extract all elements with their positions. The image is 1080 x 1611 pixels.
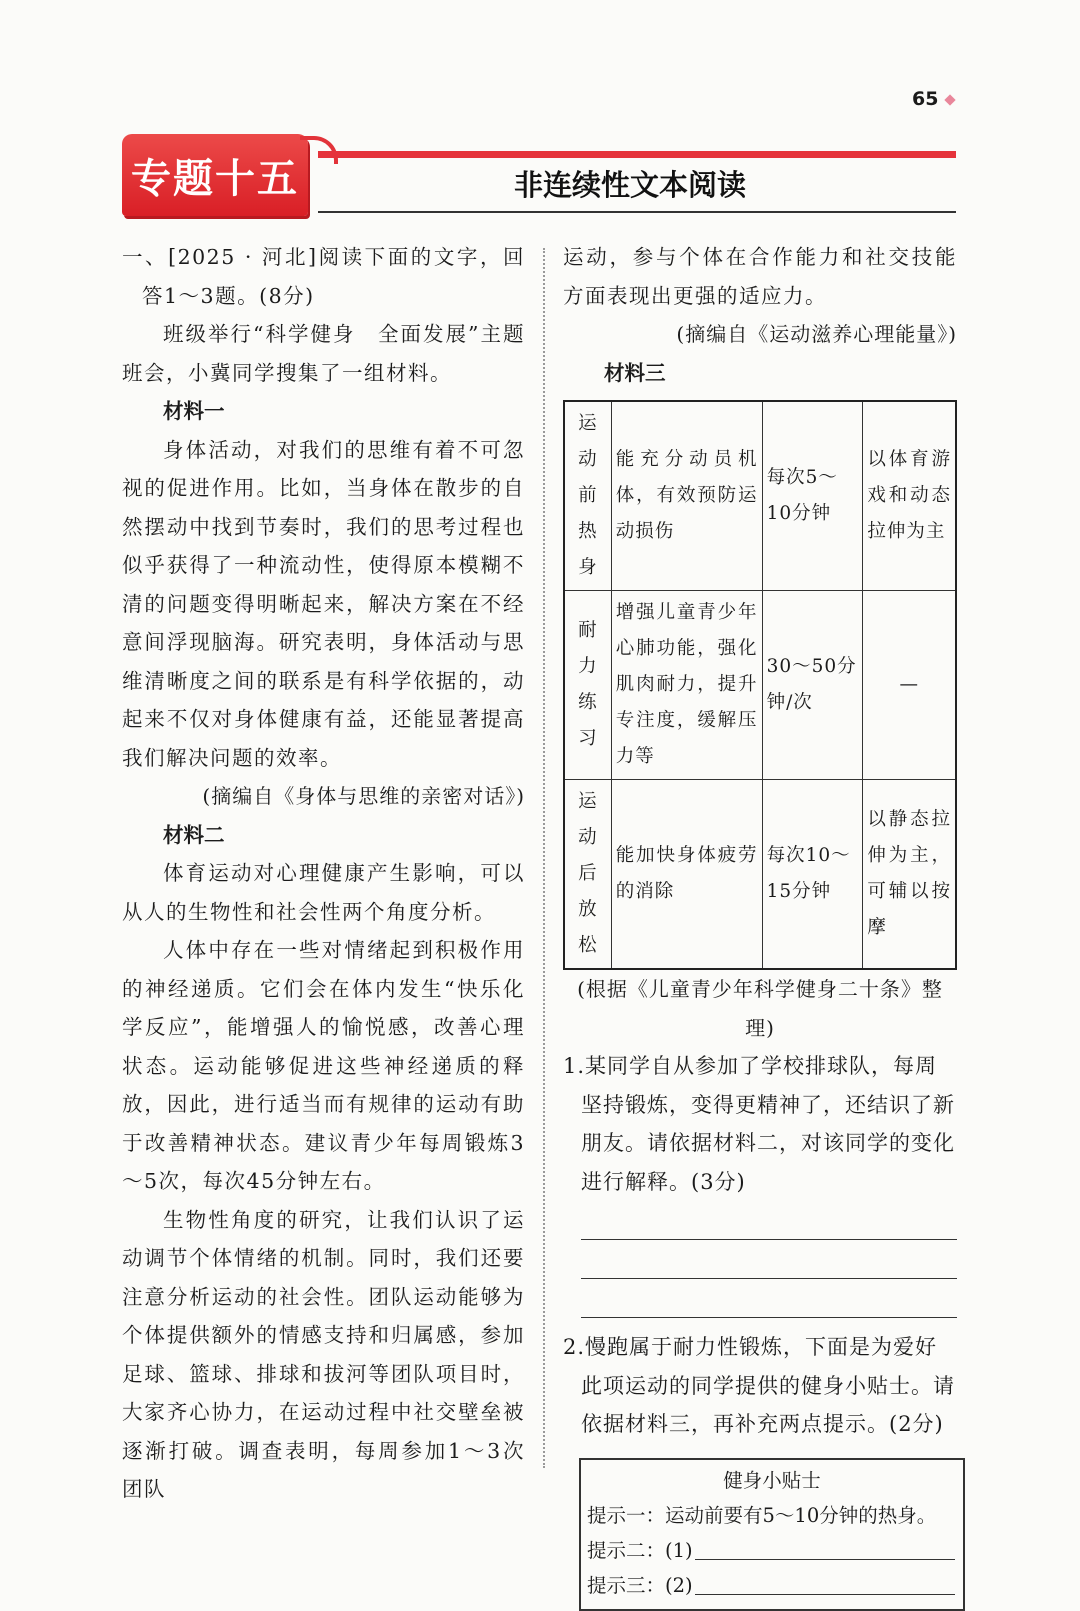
diamond-icon [944, 94, 955, 105]
table-row [564, 780, 956, 970]
tips-box [579, 1458, 965, 1611]
table-cell: 每次10～15分钟 [762, 780, 863, 970]
table-cell: 运动前热身 [564, 401, 611, 591]
table-row [564, 591, 956, 780]
question-two: 2.慢跑属于耐力性锻炼，下面是为爱好此项运动的同学提供的健身小贴士。请依据材料三，再补充两点提示。(2分) [563, 1335, 955, 1436]
tip-one [587, 1498, 957, 1533]
tips-title: 健身小贴士 [723, 1468, 821, 1492]
material-two-paragraph-3: 生物性角度的研究，让我们认识了运动调节个体情绪的机制。同时，我们还要注意分析运动的社会性。团队运动能够为个体提供额外的情感支持和归属感，参加足球、篮球、排球和拔河等团队项目时，大家齐心协力，在运动过程中社交壁垒被逐渐打破。调查表明，每周参加1～3次团队 [122, 1207, 525, 1501]
topic-label: 专题十五 [131, 156, 299, 202]
question-one: 1.某同学自从参加了学校排球队，每周坚持锻炼，变得更精神了，还结识了新朋友。请依据材料二，对该同学的变化进行解释。(3分) [563, 1054, 955, 1194]
left-column [122, 238, 525, 1509]
material-two-continued: 运动，参与个体在合作能力和社交技能方面表现出更强的适应力。 [563, 245, 957, 308]
page-number: 65 [912, 88, 939, 110]
table-cell: — [863, 591, 956, 780]
table-cell: 能充分动员机体，有效预防运动损伤 [611, 401, 762, 591]
table-cell: 运动后放松 [564, 780, 611, 970]
table-cell: 耐力练习 [564, 591, 611, 780]
table-cell: 以静态拉伸为主，可辅以按摩 [863, 780, 956, 970]
section-title: 非连续性文本阅读 [513, 168, 746, 202]
material-two-paragraph-2: 人体中存在一些对情绪起到积极作用的神经递质。它们会在体内发生“快乐化学反应”，能增强人的愉悦感，改善心理状态。运动能够促进这些神经递质的释放，因此，进行适当而有规律的运动有助于改善精神状态。建议青少年每周锻炼3～5次，每次45分钟左右。 [122, 938, 525, 1193]
header-black-rule [318, 211, 956, 213]
table-cell: 增强儿童青少年心肺功能，强化肌肉耐力，提升专注度，缓解压力等 [611, 591, 762, 780]
tip-three-label: 提示三：(2) [587, 1573, 693, 1597]
material-three-title: 材料三 [604, 360, 666, 385]
material-three-source: (根据《儿童青少年科学健身二十条》整理) [577, 977, 943, 1040]
material-one-source: (摘编自《身体与思维的亲密对话》) [202, 784, 525, 808]
tip-two-label: 提示二：(1) [587, 1538, 693, 1562]
intro-paragraph: 班级举行“科学健身 全面发展”主题班会，小冀同学搜集了一组材料。 [122, 322, 525, 385]
table-cell: 30～50分钟/次 [762, 591, 863, 780]
table-cell: 能加快身体疲劳的消除 [611, 780, 762, 970]
tip-three-blank[interactable] [695, 1568, 955, 1595]
answer-line[interactable] [581, 1240, 957, 1279]
material-one-text: 身体活动，对我们的思维有着不可忽视的促进作用。比如，当身体在散步的自然摆动中找到节奏时，我们的思考过程也似乎获得了一种流动性，使得原本模糊不清的问题变得明晰起来，解决方案在不经意间浮现脑海。研究表明，身体活动与思维清晰度之间的联系是有科学依据的，动起来不仅对身体健康有益，还能显著提高我们解决问题的效率。 [122, 437, 525, 770]
table-row [564, 401, 956, 591]
material-two-source: (摘编自《运动滋养心理能量》) [676, 322, 957, 346]
column-divider [543, 248, 545, 1468]
answer-line[interactable] [581, 1201, 957, 1240]
tab-curl-decoration [300, 136, 338, 164]
topic-badge [122, 134, 308, 216]
question-head: 一、[2025 · 河北]阅读下面的文字，回答1～3题。(8分) [122, 245, 525, 308]
header-red-rule [318, 151, 956, 158]
tip-two-blank[interactable] [695, 1533, 955, 1560]
table-cell: 每次5～10分钟 [762, 401, 863, 591]
tip-one-text: 提示一：运动前要有5～10分钟的热身。 [587, 1503, 937, 1527]
table-cell: 以体育游戏和动态拉伸为主 [863, 401, 956, 591]
answer-line[interactable] [581, 1279, 957, 1318]
tip-three [587, 1568, 957, 1603]
material-one-title: 材料一 [163, 399, 225, 423]
right-column [563, 238, 957, 1611]
tip-two [587, 1533, 957, 1568]
material-two-paragraph-1: 体育运动对心理健康产生影响，可以从人的生物性和社会性两个角度分析。 [122, 861, 525, 924]
material-three-table [563, 400, 957, 970]
material-two-title: 材料二 [163, 822, 225, 847]
